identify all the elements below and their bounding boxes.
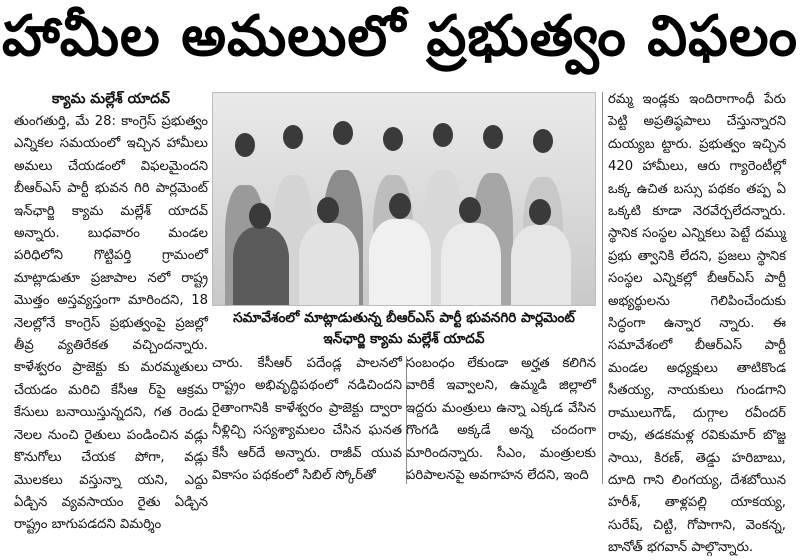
column-divider — [602, 92, 603, 484]
byline: క్యామ మల్లేశ్ యాదవ్ — [52, 91, 170, 107]
photo-person-head — [529, 199, 551, 225]
article-text-2: చారు. కేసీఆర్ పదేండ్ల పాలనలో రాష్ట్రం అభివృద్ధిపథంలో నడిచిందని రైతాంగానికి కాళేశ్వరం ప్రాజెక్టు ద్వారా నీళ్లిచ్చి సస్యశ్యామలం చేసిన ఘనత కేసీ ఆర్‌దే అన్నారు. రాజీవ్ యువ వికాసం పథకంలో సిబిల్ స్కోర్‌తో — [212, 356, 402, 484]
news-photo — [212, 92, 596, 306]
photo-person — [511, 225, 571, 305]
photo-person-head — [383, 127, 403, 151]
photo-person-head — [235, 133, 255, 157]
photo-person-head — [433, 123, 453, 147]
article-column-4 — [608, 89, 786, 556]
article-text-3: సంబంధం లేకుండా అర్హత కలిగిన వారికే ఇవ్వాలని, ఉమ్మడి జిల్లాలో ఇద్దరు మంత్రులు ఉన్నా ఎక్కడ వేసిన గొంగడి అక్కడే అన్న చందంగా మారిందన్నారు. సీఎం, మంత్రులకు పరిపాలనపై అవగాహన లేదని, ఇంది — [406, 356, 596, 484]
article-column-2 — [212, 353, 402, 487]
photo-person-head — [483, 125, 503, 149]
photo-person-head — [249, 203, 271, 229]
article-text-1: తుంగతుర్తి, మే 28: కాంగ్రెస్ ప్రభుత్వం ఎన్నికల సమయంలో ఇచ్చిన హామీలు అమలు చేయడంలో విఫలమైందని బీఆర్ఎస్ పార్టీ భువన గిరి పార్లమెంట్ ఇన్‌ఛార్జి క్యామ మల్లేశ్ యాదవ్ అన్నారు. బుధవారం మండల పరిధిలోని గొట్టిపర్తి గ్రామంలో మాట్లాడుతూ ప్రజాపాల నలో రాష్ట్ర మొత్తం అస్తవ్యస్తంగా మారిందని, 18 నెలల్లోనే కాంగ్రెస్ ప్రభుత్వంపై ప్రజల్లో తీవ్ర వ్యతిరేకత వచ్చిందన్నారు. కాళేశ్వరం ప్రాజెక్టు కు మరమ్మతులు చేయడం మరిచి కేసీఆ ర్‌పై ఆక్రమ కేసులు బనాయిస్తున్నదని, గత రెండు నెలల నుంచి రైతులు పండించిన వడ్లు కొనుగోలు చేయక పోగా, వడ్లు మొలకలు వస్తున్నా యని, ఎద్దు ఏడ్చిన వ్యవసాయం రైతు ఏడ్చిన రాష్ట్రం బాగుపడదని విమర్శిం — [14, 114, 208, 533]
photo-person-head — [459, 197, 481, 223]
headline: హామీల అమలులో ప్రభుత్వం విఫలం — [2, 3, 798, 69]
photo-person-head — [533, 129, 553, 153]
article-column-3 — [406, 353, 596, 487]
photo-person — [233, 227, 289, 305]
photo-person-head — [283, 125, 303, 149]
photo-person — [441, 223, 501, 305]
photo-caption: సమావేశంలో మాట్లాడుతున్న బీఆర్ఎస్ పార్టీ భువనగిరి పార్లమెంట్ ఇన్‌ఛార్జి క్యామ మల్లేశ్ యాదవ్ — [233, 310, 575, 347]
photo-person-head — [317, 197, 339, 223]
photo-person-head — [333, 121, 353, 145]
article-text-4: రమ్మ ఇండ్లకు ఇందిరాగాంధీ పేరు పెట్టి అప్రతిష్ఠపాలు చేస్తున్నారని దుయ్యబ ట్టారు. ప్రభుత్వం ఇచ్చిన 420 హామీలు, ఆరు గ్యారెంటీల్లో ఒక్క ఉచిత బస్సు పథకం తప్ప ఏ ఒక్కటి కూడా నెరవేర్చలేదన్నారు. స్థానిక సంస్థల ఎన్నికలు పెట్టే దమ్ము ప్రభు త్వానికి లేదని, ప్రజలు స్థానిక సంస్థల ఎన్నికల్లో బీఆర్ఎస్ పార్టీ అభ్యర్థులను గెలిపించేందుకు సిద్ధంగా ఉన్నార న్నారు. ఈ సమావేశంలో బీఆర్ఎస్ పార్టీ మండల అధ్యక్షులు తాటికొండ సీతయ్య, నాయకులు గుండగాని రాములుగౌడ్, దుగ్గాల రవీందర్ రావు, తడకమళ్ల రవికుమార్ బొజ్జ సాయి, కిరణ్, తెడ్డు హరిబాబు, దూది గాని లింగయ్య, దేశబోయిన హరీశ్, తాళ్లపల్లి యాకయ్య, సురేష్, చిట్టి, గోపాగాని, వెంకన్న, బానోత్ భగవాన్ పాల్గొన్నారు. — [608, 92, 786, 556]
article-column-1 — [14, 89, 208, 533]
photo-person — [299, 223, 359, 305]
photo-person-head — [389, 193, 411, 219]
photo-person — [369, 219, 431, 305]
